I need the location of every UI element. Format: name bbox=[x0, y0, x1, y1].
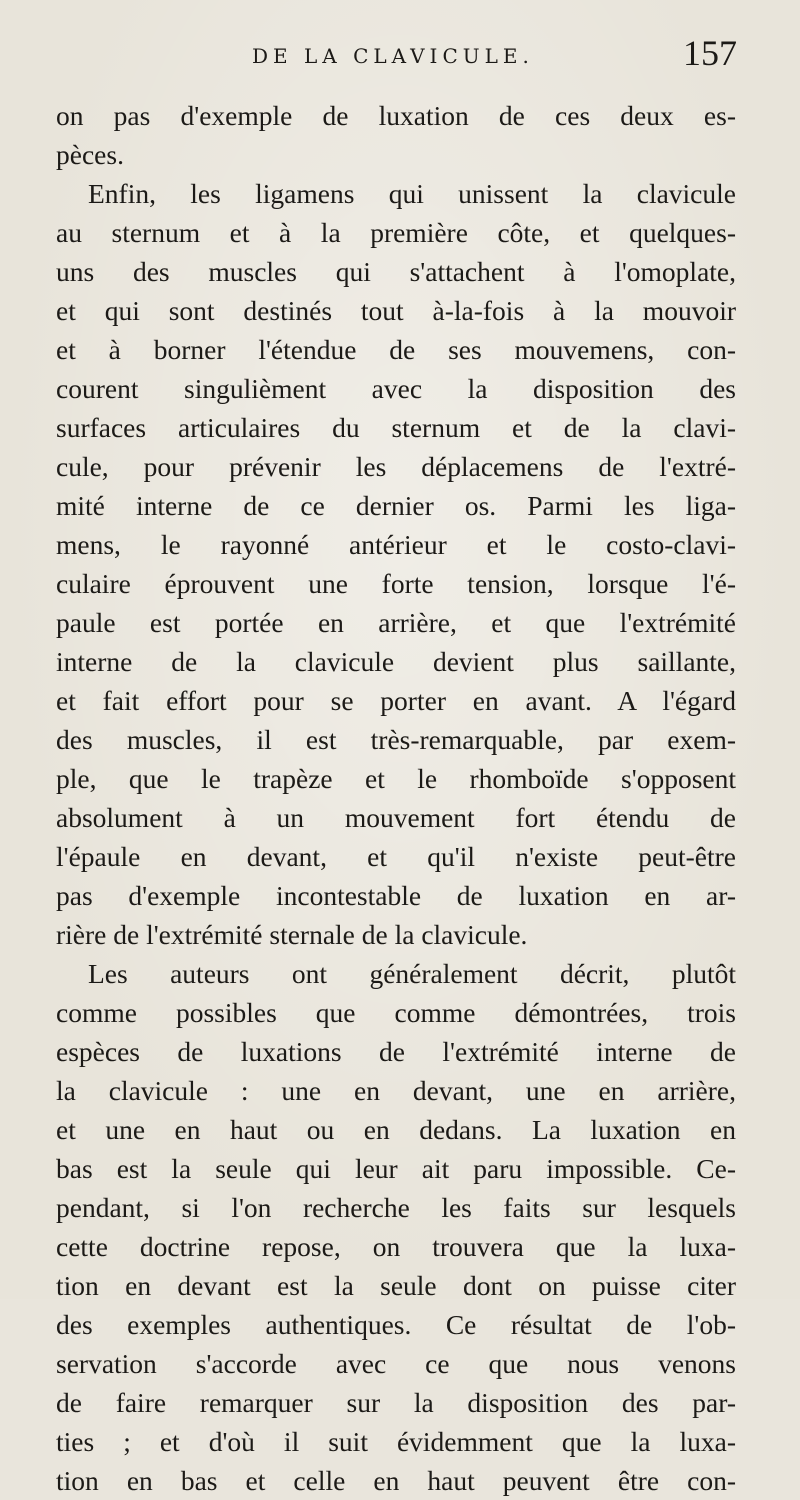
page-number: 157 bbox=[683, 33, 737, 73]
text-line: la clavicule : une en devant, une en arrière, bbox=[56, 1075, 736, 1106]
text-line: cette doctrine repose, on trouvera que la luxa- bbox=[56, 1231, 736, 1262]
text-line: tion en devant est la seule dont on puisse citer bbox=[56, 1270, 736, 1301]
text-line: de faire remarquer sur la disposition des par- bbox=[56, 1387, 736, 1418]
text-line: on pas d'exemple de luxation de ces deux es- bbox=[56, 100, 736, 131]
text-line: des exemples authentiques. Ce résultat de l'ob- bbox=[56, 1309, 736, 1340]
text-line: culaire éprouvent une forte tension, lorsque l'é- bbox=[56, 568, 736, 599]
body-text bbox=[56, 96, 736, 1500]
text-line: des muscles, il est très-remarquable, par exem- bbox=[56, 724, 736, 755]
text-line: et fait effort pour se porter en avant. A l'égard bbox=[56, 685, 736, 716]
text-line: uns des muscles qui s'attachent à l'omoplate, bbox=[56, 256, 736, 287]
text-line: paule est portée en arrière, et que l'extrémité bbox=[56, 607, 736, 638]
text-line: interne de la clavicule devient plus saillante, bbox=[56, 646, 736, 677]
text-line: pendant, si l'on recherche les faits sur lesquels bbox=[56, 1192, 736, 1223]
text-line: comme possibles que comme démontrées, trois bbox=[56, 997, 736, 1028]
text-line: Enfin, les ligamens qui unissent la clavicule bbox=[88, 178, 736, 209]
text-line: Les auteurs ont généralement décrit, plutôt bbox=[88, 958, 736, 989]
text-line: au sternum et à la première côte, et quelques- bbox=[56, 217, 736, 248]
text-line: espèces de luxations de l'extrémité interne de bbox=[56, 1036, 736, 1067]
text-line: pèces. bbox=[56, 139, 124, 170]
text-line: bas est la seule qui leur ait paru impossible. Ce- bbox=[56, 1153, 736, 1184]
text-line: cule, pour prévenir les déplacemens de l'extré- bbox=[56, 451, 736, 482]
text-line: ple, que le trapèze et le rhomboïde s'opposent bbox=[56, 763, 736, 794]
text-line: surfaces articulaires du sternum et de la clavi- bbox=[56, 412, 736, 443]
text-line: l'épaule en devant, et qu'il n'existe peut-être bbox=[56, 841, 736, 872]
text-line: et une en haut ou en dedans. La luxation en bbox=[56, 1114, 736, 1145]
running-title: DE LA CLAVICULE. bbox=[252, 44, 534, 68]
text-line: ties ; et d'où il suit évidemment que la luxa- bbox=[56, 1426, 736, 1457]
text-line: absolument à un mouvement fort étendu de bbox=[56, 802, 736, 833]
text-line: pas d'exemple incontestable de luxation en ar- bbox=[56, 880, 736, 911]
text-line: mens, le rayonné antérieur et le costo-clavi- bbox=[56, 529, 736, 560]
text-line: courent singulièment avec la disposition des bbox=[56, 373, 736, 404]
text-line: et à borner l'étendue de ses mouvemens, con- bbox=[56, 334, 736, 365]
text-line: et qui sont destinés tout à-la-fois à la mouvoir bbox=[56, 295, 736, 326]
text-line: mité interne de ce dernier os. Parmi les liga- bbox=[56, 490, 736, 521]
text-line: servation s'accorde avec ce que nous venons bbox=[56, 1348, 736, 1379]
text-line: tion en bas et celle en haut peuvent être con- bbox=[56, 1465, 736, 1496]
text-line: rière de l'extrémité sternale de la clavicule. bbox=[56, 919, 528, 950]
running-head bbox=[0, 16, 800, 76]
